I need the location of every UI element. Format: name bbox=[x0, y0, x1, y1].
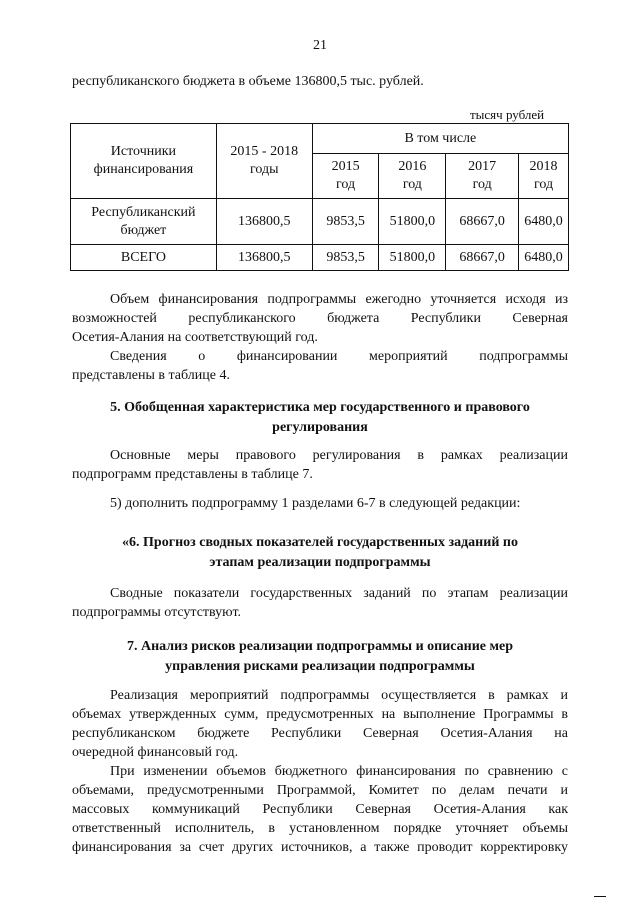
section-heading-5: 5. Обобщенная характеристика мер государственного и правового регулирования bbox=[110, 400, 530, 435]
table-header-row bbox=[71, 124, 569, 154]
header-sources: Источники финансирования bbox=[71, 124, 217, 199]
header-year: 2016 год bbox=[379, 154, 446, 199]
intro-line: республиканского бюджета в объеме 136800,5 тыс. рублей. bbox=[72, 74, 424, 89]
row-value: 6480,0 bbox=[519, 245, 569, 271]
page-number: 21 bbox=[313, 38, 327, 53]
paragraph-line: массовых коммуникаций Республики Северная Осетия-Алания как bbox=[72, 802, 568, 817]
section-heading-7: 7. Анализ рисков реализации подпрограммы и описание мер управления рисками реализации подпрограммы bbox=[126, 639, 514, 674]
paragraph-line: Основные меры правового регулирования в рамках реализации bbox=[110, 448, 568, 463]
row-total: 136800,5 bbox=[216, 245, 312, 271]
header-period: 2015 - 2018 годы bbox=[216, 124, 312, 199]
paragraph-line: объемами, предусмотренными Программой, Комитет по делам печати и bbox=[72, 783, 568, 798]
row-value: 6480,0 bbox=[519, 199, 569, 245]
paragraph-line: Осетия-Алания на соответствующий год. bbox=[72, 330, 318, 345]
financing-table bbox=[70, 123, 569, 271]
row-total: 136800,5 bbox=[216, 199, 312, 245]
row-value: 68667,0 bbox=[446, 199, 519, 245]
row-value: 9853,5 bbox=[312, 245, 379, 271]
header-year: 2017 год bbox=[446, 154, 519, 199]
header-including: В том числе bbox=[312, 124, 568, 154]
paragraph-line: Сведения о финансировании мероприятий подпрограммы bbox=[110, 349, 568, 364]
header-year: 2015 год bbox=[312, 154, 379, 199]
paragraph-line: очередной финансовый год. bbox=[72, 745, 239, 760]
paragraph-line: подпрограмм представлены в таблице 7. bbox=[72, 467, 313, 482]
paragraph-line: Реализация мероприятий подпрограммы осуществляется в рамках и bbox=[110, 688, 568, 703]
paragraph-line: республиканском бюджете Республики Северная Осетия-Алания на bbox=[72, 726, 568, 741]
header-year: 2018 год bbox=[519, 154, 569, 199]
paragraph-line: При изменении объемов бюджетного финансирования по сравнению с bbox=[110, 764, 568, 779]
page-edge-dash bbox=[594, 896, 606, 897]
row-value: 51800,0 bbox=[379, 199, 446, 245]
row-value: 9853,5 bbox=[312, 199, 379, 245]
unit-label: тысяч рублей bbox=[470, 107, 545, 122]
row-label: ВСЕГО bbox=[71, 245, 217, 271]
row-value: 51800,0 bbox=[379, 245, 446, 271]
section-heading-6: «6. Прогноз сводных показателей государственных заданий по этапам реализации подпрограммы bbox=[122, 535, 518, 570]
row-value: 68667,0 bbox=[446, 245, 519, 271]
row-label: Республиканский бюджет bbox=[71, 199, 217, 245]
paragraph-line: объемах утвержденных сумм, предусмотренных на выполнение Программы в bbox=[72, 707, 568, 722]
paragraph-line: Сводные показатели государственных заданий по этапам реализации bbox=[110, 586, 568, 601]
paragraph-line: финансирования за счет других источников, а также проводит корректировку bbox=[72, 840, 568, 855]
paragraph-line: ответственный исполнитель, в установленном порядке уточняет объемы bbox=[72, 821, 568, 836]
paragraph-line: 5) дополнить подпрограмму 1 разделами 6-7 в следующей редакции: bbox=[110, 496, 521, 511]
paragraph-line: подпрограммы отсутствуют. bbox=[72, 605, 242, 620]
table-row bbox=[71, 199, 569, 245]
paragraph-line: представлены в таблице 4. bbox=[72, 368, 230, 383]
paragraph-line: Объем финансирования подпрограммы ежегодно уточняется исходя из bbox=[110, 292, 568, 307]
paragraph-line: возможностей республиканского бюджета Республики Северная bbox=[72, 311, 568, 326]
table-row bbox=[71, 245, 569, 271]
